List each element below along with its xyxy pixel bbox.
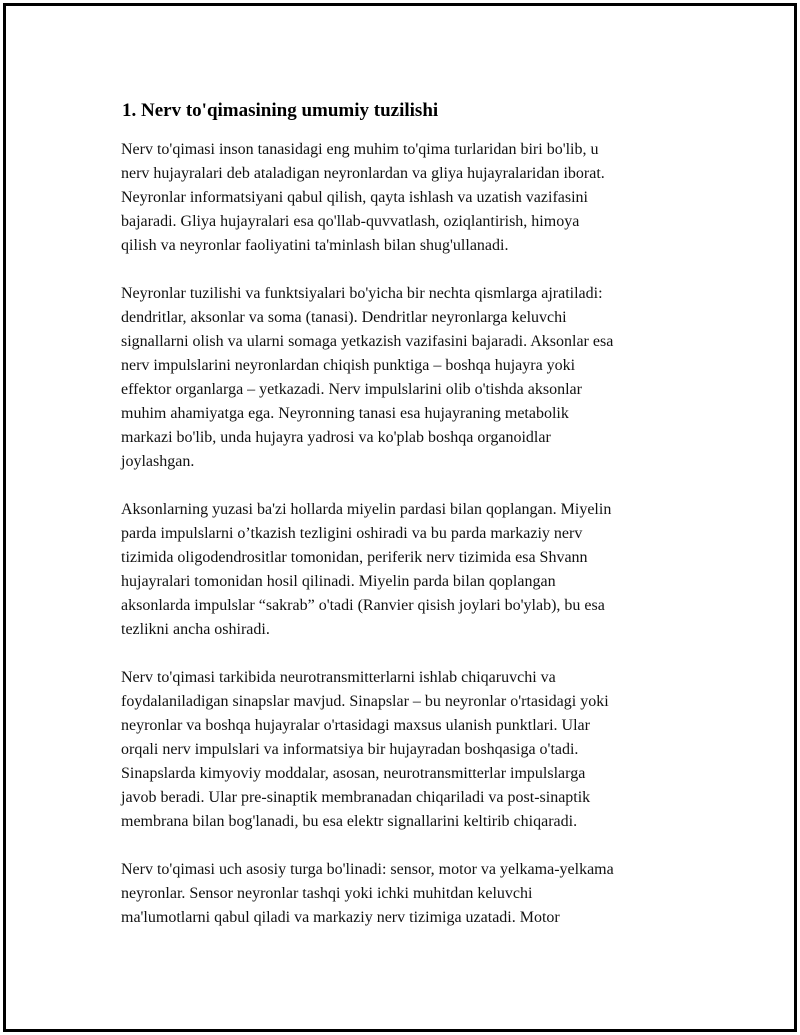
paragraph-line: Nerv to'qimasi uch asosiy turga bo'linadi: sensor, motor va yelkama-yelkama <box>121 861 614 878</box>
paragraph-line: javob beradi. Ular pre-sinaptik membranadan chiqariladi va post-sinaptik <box>121 789 591 806</box>
document-body <box>121 98 691 954</box>
paragraph-line: ma'lumotlarni qabul qiladi va markaziy nerv tizimiga uzatadi. Motor <box>121 909 560 926</box>
paragraph-4 <box>121 666 691 834</box>
page-frame <box>3 3 797 1032</box>
paragraph-5 <box>121 858 691 930</box>
paragraph-line: neyronlar va boshqa hujayralar o'rtasidagi maxsus ulanish punktlari. Ular <box>121 717 590 734</box>
paragraph-line: Sinapslarda kimyoviy moddalar, asosan, neurotransmitterlar impulslarga <box>121 765 586 782</box>
paragraph-line: Neyronlar tuzilishi va funktsiyalari bo'yicha bir nechta qismlarga ajratiladi: <box>121 285 603 302</box>
paragraph-line: qilish va neyronlar faoliyatini ta'minlash bilan shug'ullanadi. <box>121 237 509 254</box>
paragraph-line: tizimida oligodendrositlar tomonidan, periferik nerv tizimida esa Shvann <box>121 549 588 566</box>
paragraph-line: orqali nerv impulslari va informatsiya bir hujayradan boshqasiga o'tadi. <box>121 741 579 758</box>
paragraph-line: Nerv to'qimasi tarkibida neurotransmitterlarni ishlab chiqaruvchi va <box>121 669 556 686</box>
paragraph-line: parda impulslarni o’tkazish tezligini oshiradi va bu parda markaziy nerv <box>121 525 583 542</box>
paragraph-line: signallarni olish va ularni somaga yetkazish vazifasini bajaradi. Aksonlar esa <box>121 333 614 350</box>
paragraph-line: hujayralari tomonidan hosil qilinadi. Miyelin parda bilan qoplangan <box>121 573 556 590</box>
paragraph-2 <box>121 282 691 474</box>
paragraph-line: joylashgan. <box>121 453 195 470</box>
section-heading: 1. Nerv to'qimasining umumiy tuzilishi <box>122 100 439 121</box>
paragraph-line: foydalaniladigan sinapslar mavjud. Sinapslar – bu neyronlar o'rtasidagi yoki <box>121 693 609 710</box>
paragraph-line: muhim ahamiyatga ega. Neyronning tanasi esa hujayraning metabolik <box>121 405 569 422</box>
paragraph-line: aksonlarda impulslar “sakrab” o'tadi (Ranvier qisish joylari bo'ylab), bu esa <box>121 597 605 614</box>
paragraph-line: neyronlar. Sensor neyronlar tashqi yoki ichki muhitdan keluvchi <box>121 885 533 902</box>
paragraph-line: tezlikni ancha oshiradi. <box>121 621 270 638</box>
paragraph-line: markazi bo'lib, unda hujayra yadrosi va ko'plab boshqa organoidlar <box>121 429 551 446</box>
paragraph-line: bajaradi. Gliya hujayralari esa qo'llab-quvvatlash, oziqlantirish, himoya <box>121 213 580 230</box>
paragraph-line: Neyronlar informatsiyani qabul qilish, qayta ishlash va uzatish vazifasini <box>121 189 588 206</box>
paragraph-1 <box>121 138 691 258</box>
paragraph-line: Aksonlarning yuzasi ba'zi hollarda miyelin pardasi bilan qoplangan. Miyelin <box>121 501 612 518</box>
paragraph-line: Nerv to'qimasi inson tanasidagi eng muhim to'qima turlaridan biri bo'lib, u <box>121 141 599 158</box>
paragraph-3 <box>121 498 691 642</box>
paragraph-line: dendritlar, aksonlar va soma (tanasi). Dendritlar neyronlarga keluvchi <box>121 309 567 326</box>
paragraph-line: effektor organlarga – yetkazadi. Nerv impulslarini olib o'tishda aksonlar <box>121 381 582 398</box>
paragraph-line: nerv impulslarini neyronlardan chiqish punktiga – boshqa hujayra yoki <box>121 357 576 374</box>
paragraph-line: nerv hujayralari deb ataladigan neyronlardan va gliya hujayralaridan iborat. <box>121 165 605 182</box>
paragraph-line: membrana bilan bog'lanadi, bu esa elektr signallarini keltirib chiqaradi. <box>121 813 578 830</box>
